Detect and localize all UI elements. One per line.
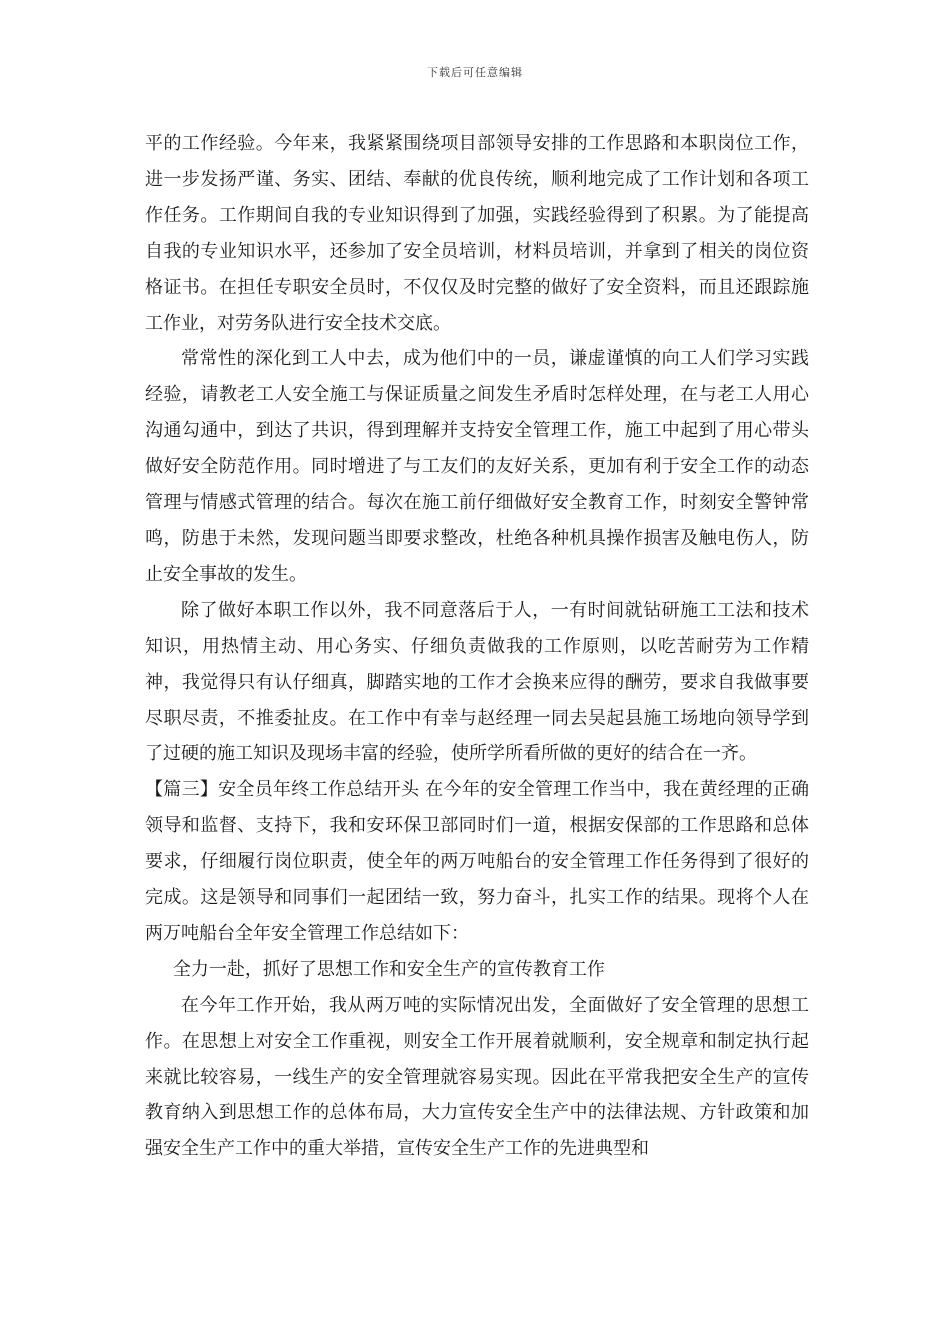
paragraph-3: 除了做好本职工作以外，我不同意落后于人，一有时间就钻研施工工法和技术知识，用热情主动、用心务实、仔细负责做我的工作原则，以吃苦耐劳为工作精神，我觉得只有认仔细真，脚踏实地的工作才会换来应得的酬劳，要求自我做事要尽职尽责，不推委扯皮。在工作中有幸与赵经理一同去吴起县施工场地向领导学到了过硬的施工知识及现场丰富的经验，使所学所看所做的更好的结合在一齐。 [145, 599, 809, 765]
paragraph-section-three: 【篇三】安全员年终工作总结开头 在今年的安全管理工作当中，我在黄经理的正确领导和监督、支持下，我和安环保卫部同时们一道，根据安保部的工作思路和总体要求，仔细履行岗位职责，使全年的两万吨船台的安全管理工作任务得到了很好的完成。这是领导和同事们一起团结一致，努力奋斗，扎实工作的结果。现将个人在两万吨船台全年安全管理工作总结如下： [145, 779, 809, 944]
paragraph-6: 在今年工作开始，我从两万吨的实际情况出发，全面做好了安全管理的思想工作。在思想上对安全工作重视，则安全工作开展着就顺利，安全规章和制定执行起来就比较容易，一线生产的安全管理就容易实现。因此在平常我把安全生产的宣传教育纳入到思想工作的总体布局，大力宣传安全生产中的法律法规、方针政策和加强安全生产工作中的重大举措，宣传安全生产工作的先进典型和 [145, 994, 809, 1160]
paragraph-heading: 全力一赴，抓好了思想工作和安全生产的宣传教育工作 [172, 958, 605, 980]
page-header: 下载后可任意编辑 [427, 66, 523, 79]
paragraph-2: 常常性的深化到工人中去，成为他们中的一员，谦虚谨慎的向工人们学习实践经验，请教老工人安全施工与保证质量之间发生矛盾时怎样处理，在与老工人用心沟通勾通中，到达了共识，得到理解并支持安全管理工作，施工中起到了用心带头做好安全防范作用。同时增进了与工友们的友好关系，更加有利于安全工作的动态管理与情感式管理的结合。每次在施工前仔细做好安全教育工作，时刻安全警钟常鸣，防患于未然，发现问题当即要求整改，杜绝各种机具操作损害及触电伤人，防止安全事故的发生。 [145, 348, 809, 585]
document-body [145, 126, 809, 1167]
paragraph-1: 平的工作经验。今年来，我紧紧围绕项目部领导安排的工作思路和本职岗位工作，进一步发扬严谨、务实、团结、奉献的优良传统，顺利地完成了工作计划和各项工作任务。工作期间自我的专业知识得到了加强，实践经验得到了积累。为了能提高自我的专业知识水平，还参加了安全员培训，材料员培训，并拿到了相关的岗位资格证书。在担任专职安全员时，不仅仅及时完整的做好了安全资料，而且还跟踪施工作业，对劳务队进行安全技术交底。 [145, 133, 809, 334]
